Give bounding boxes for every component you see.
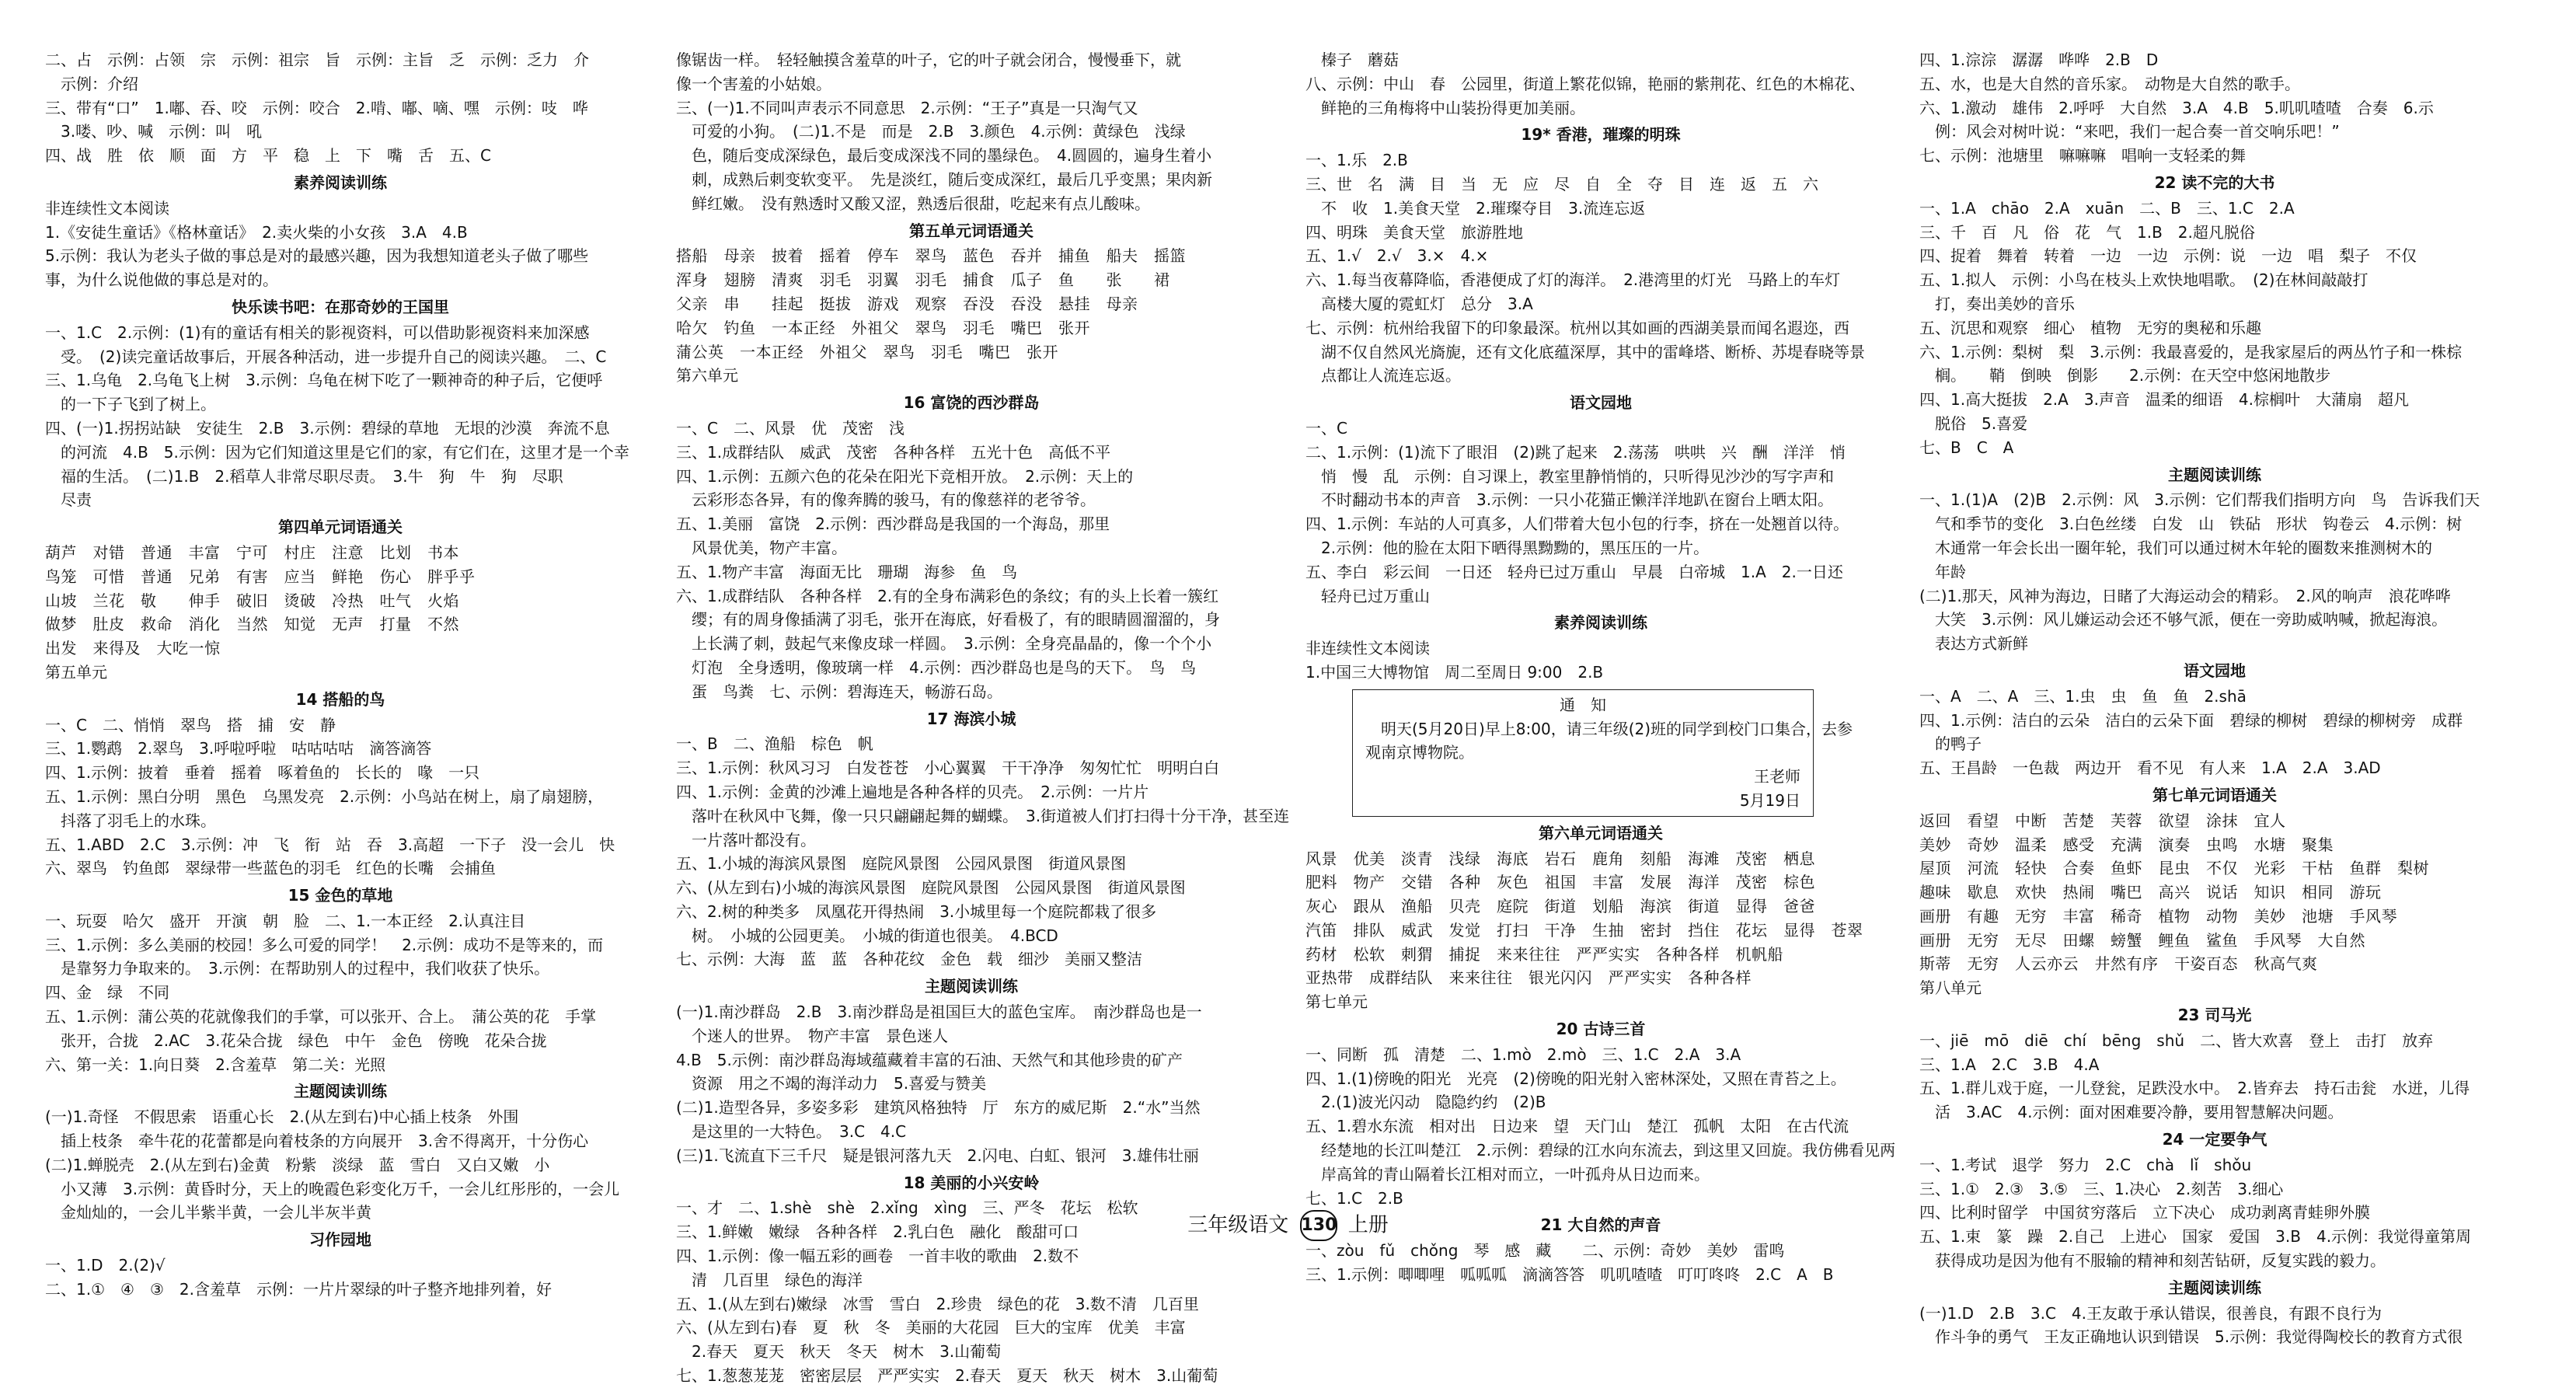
answer-line: 岸高耸的青山隔着长江相对而立，一叶孤舟从日边而来。 [1305,1164,1710,1184]
vocab-row: 汽笛 排队 威武 发觉 打扫 干净 生抽 密封 挡住 花坛 显得 苍翠 [1305,920,1863,940]
answer-line: 点都让人流连忘返。 [1305,366,1461,385]
answer-line: 一、C 二、风景 优 茂密 浅 [676,418,905,438]
answer-line: 插上枝条 牵牛花的花蕾都是向着枝条的方向展开 3.舍不得离开，十分伤心 [45,1132,589,1151]
answer-line: 落叶在秋风中飞舞，像一只只翩翩起舞的蝴蝶。 3.街道被人们打扫得十分干净，甚至连 [676,806,1290,825]
answer-line: 三、1.示例：多么美丽的校园！多么可爱的同学！ 2.示例：成功不是等来的，而 [45,935,604,954]
answer-line: 鲜艳的三角梅将中山装扮得更加美丽。 [1305,98,1585,117]
section-heading: 语文园地 [1570,393,1632,413]
section-heading: 主题阅读训练 [294,1082,387,1101]
answer-line: 抖落了羽毛上的水珠。 [45,811,216,830]
answer-line: 榛子 蘑菇 [1305,51,1399,69]
answer-line: 湖不仅自然风光旖旎，还有文化底蕴深厚，其中的雷峰塔、断桥、苏堤春晓等景 [1305,342,1865,361]
answer-line: 六、2.树的种类多 凤凰花开得热闹 3.小城里每一个庭院都栽了很多 [676,902,1157,921]
section-heading: 19* 香港，璀璨的明珠 [1521,125,1681,145]
answer-line: 六、1.示例：梨树 梨 3.示例：我最喜爱的，是我家屋后的两丛竹子和一株棕 [1919,342,2463,361]
vocab-row: 灰心 跟从 渔船 贝壳 庭院 街道 划船 海滨 街道 显得 爸爸 [1305,897,1815,916]
answer-line: 三、1.① 2.③ 3.⑤ 三、1.决心 2.刻苦 3.细心 [1919,1179,2284,1198]
answer-line: 表达方式新鲜 [1919,634,2028,654]
answer-line: 一、1.A chāo 2.A xuān 二、B 三、1.C 2.A [1919,198,2295,218]
section-heading: 23 司马光 [2177,1006,2252,1025]
answer-line: 非连续性文本阅读 [1305,639,1430,658]
answer-line: 的鸭子 [1919,734,1982,754]
page-number-badge: 130 [1300,1210,1337,1241]
answer-line: 五、1.群儿戏于庭，一儿登瓮，足跌没水中。 2.皆弃去 持石击瓮 水迸，儿得 [1919,1079,2470,1098]
vocab-row: 美妙 奇妙 温柔 感受 充满 演奏 虫鸣 水塘 聚集 [1919,835,2334,854]
answer-line: 第六单元 [676,366,738,385]
section-heading: 17 海滨小城 [926,709,1016,728]
vocab-row: 浑身 翅膀 清爽 羽毛 羽翼 羽毛 捕食 瓜子 鱼 张 裙 [676,270,1170,290]
answer-line: 色，随后变成深绿色，最后变成深浅不同的墨绿色。 4.圆圆的，遍身生着小 [676,146,1212,166]
answer-line: 二、1.示例：(1)流下了眼泪 (2)跳了起来 2.荡荡 哄哄 兴 酬 洋洋 悄 [1305,442,1846,462]
answer-line: 五、1.小城的海滨风景图 庭院风景图 公园风景图 街道风景图 [676,854,1127,874]
answer-line: 的一下子飞到了树上。 [45,395,216,414]
section-heading: 24 一定要争气 [2162,1130,2268,1149]
answer-line: 1.中国三大博物馆 周二至周日 9:00 2.B [1305,662,1604,682]
answer-line: 的河流 4.B 5.示例：因为它们知道这里是它们的家，有它们在，这里才是一个幸 [45,442,629,462]
answer-line: 云彩形态各异，有的像奔腾的骏马，有的像慈祥的老爷爷。 [676,490,1096,510]
notice-date: 5月19日 [1739,790,1800,810]
answer-line: 四、1.高大挺拔 2.A 3.声音 温柔的细语 4.棕榈叶 大蒲扇 超凡 [1919,390,2410,410]
vocab-row: 画册 无穷 无尽 田螺 螃蟹 鲤鱼 鲨鱼 手风琴 大自然 [1919,930,2365,950]
answer-line: 一、1.乐 2.B [1305,151,1408,170]
answer-line: 张开，合拢 2.AC 3.花朵合拢 绿色 中午 金色 傍晚 花朵合拢 [45,1031,547,1050]
answer-line: 1.《安徒生童话》《格林童话》 2.卖火柴的小女孩 3.A 4.B [45,222,468,242]
section-heading: 习作园地 [309,1230,371,1250]
answer-line: 四、1.示例：金黄的沙滩上遍地是各种各样的贝壳。 2.示例：一片片 [676,782,1149,801]
answer-line: 一、jiē mō diē chí bēng shǔ 二、皆大欢喜 登上 击打 放弃 [1919,1031,2434,1050]
answer-line: 四、金 绿 不同 [45,983,169,1003]
answer-line: 六、1.每当夜幕降临，香港便成了灯的海洋。 2.港湾里的灯光 马路上的车灯 [1305,270,1841,290]
answer-line: (二)1.蝉脱壳 2.(从左到右)金黄 粉紫 淡绿 蓝 雪白 又白又嫩 小 [45,1155,550,1174]
vocab-row: 画册 有趣 无穷 丰富 稀奇 植物 动物 美妙 池塘 手风琴 [1919,906,2397,926]
notice-signature: 王老师 [1754,767,1800,786]
answer-line: 三、1.A 2.C 3.B 4.A [1919,1055,2100,1074]
vocab-row: 返回 看望 中断 苦楚 芙蓉 欲望 涂抹 宜人 [1919,811,2286,830]
answer-line: 三、1.成群结队 威武 茂密 各种各样 五光十色 高低不平 [676,442,1111,462]
answer-line: 一、B 二、渔船 棕色 帆 [676,734,873,754]
vocab-row: 父亲 串 挂起 挺拔 游戏 观察 吞没 吞没 悬挂 母亲 [676,294,1138,313]
section-heading: 第四单元词语通关 [278,518,403,537]
answer-line: 五、1.束 篆 躁 2.自己 上进心 国家 爱国 3.B 4.示例：我觉得童第周 [1919,1227,2472,1247]
section-heading: 15 金色的草地 [288,886,393,905]
answer-line: (二)1.那天，风神为海边，日睹了大海运动会的精彩。 2.风的响声 浪花哗哗 [1919,586,2451,605]
vocab-row: 哈欠 钓鱼 一本正经 外祖父 翠鸟 羽毛 嘴巴 张开 [676,318,1090,337]
answer-line: 非连续性文本阅读 [45,198,169,218]
vocab-row: 山坡 兰花 敬 伸手 破旧 烫破 冷热 吐气 火焰 [45,591,459,610]
answer-line: 脱俗 5.喜爱 [1919,413,2028,433]
answer-line: 四、战 胜 依 顺 面 方 平 稳 上 下 嘴 舌 五、C [45,146,491,166]
answer-line: (一)1.南沙群岛 2.B 3.南沙群岛是祖国巨大的蓝色宝库。 南沙群岛也是一 [676,1003,1202,1022]
answer-line: 五、1.(从左到右)嫩绿 冰雪 雪白 2.珍贵 绿色的花 3.数不清 几百里 [676,1294,1199,1313]
answer-line: 2.春天 夏天 秋天 冬天 树木 3.山葡萄 [676,1342,1002,1362]
answer-line: 三、1.乌龟 2.乌龟飞上树 3.示例：乌龟在树下吃了一颗神奇的种子后，它便呼 [45,371,603,390]
section-heading: 主题阅读训练 [2168,1278,2261,1297]
vocab-row: 亚热带 成群结队 来来往往 银光闪闪 严严实实 各种各样 [1305,968,1752,988]
vocab-row: 做梦 肚皮 救命 消化 当然 知觉 无声 打量 不然 [45,615,459,634]
answer-line: 一、A 二、A 三、1.虫 虫 鱼 鱼 2.shā [1919,686,2247,706]
answer-line: 三、1.示例：唧唧哩 呱呱呱 滴滴答答 叽叽喳喳 叮叮咚咚 2.C A B [1305,1265,1834,1285]
answer-line: 六、1.成群结队 各种各样 2.有的全身布满彩色的条纹；有的头上长着一簇红 [676,586,1219,605]
answer-line: 三、1.鹦鹉 2.翠鸟 3.呼啦呼啦 咕咕咕咕 滴答滴答 [45,739,432,759]
answer-line: 大笑 3.示例：风儿嫌运动会还不够气派，便在一旁助威呐喊，掀起海浪。 [1919,610,2448,629]
answer-line: 个迷人的世界。 物产丰富 景色迷人 [676,1026,948,1045]
answer-line: 可爱的小狗。 (二)1.不是 而是 2.B 3.颜色 4.示例：黄绿色 浅绿 [676,122,1186,141]
answer-line: 五、1.√ 2.√ 3.× 4.× [1305,246,1489,266]
answer-line: 3.喽、吵、喊 示例：叫 吼 [45,122,263,141]
answer-line: 六、(从左到右)春 夏 秋 冬 美丽的大花园 巨大的宝库 优美 丰富 [676,1318,1186,1337]
answer-line: 三、千 百 凡 俗 花 气 1.B 2.超凡脱俗 [1919,222,2255,242]
section-heading: 语文园地 [2184,661,2246,680]
footer-grade: 三年级语文 [1187,1213,1289,1237]
answer-line: 是靠努力争取来的。 3.示例：在帮助别人的过程中，我们收获了快乐。 [45,959,550,978]
answer-line: 五、1.碧水东流 相对出 日边来 望 天门山 楚江 孤帆 太阳 在古代流 [1305,1117,1849,1136]
answer-line: 五、水，也是大自然的音乐家。 动物是大自然的歌手。 [1919,74,2300,93]
answer-line: 四、明珠 美食天堂 旅游胜地 [1305,222,1523,242]
vocab-row: 蒲公英 一本正经 外祖父 翠鸟 羽毛 嘴巴 张开 [676,342,1058,361]
answer-line: 八、示例：中山 春 公园里，街道上繁花似锦，艳丽的紫荆花、红色的木棉花、 [1305,74,1865,93]
answer-line: 4.B 5.示例：南沙群岛海域蕴藏着丰富的石油、天然气和其他珍贵的矿产 [676,1050,1183,1069]
answer-line: 四、1.淙淙 潺潺 哗哗 2.B D [1919,51,2159,69]
vocab-row: 出发 来得及 大吃一惊 [45,639,221,658]
answer-column-4 [1919,48,2510,1347]
section-heading: 主题阅读训练 [2168,465,2261,484]
answer-line: 五、1.ABD 2.C 3.示例：冲 飞 衔 站 吞 3.高超 一下子 没一会儿 快 [45,835,615,854]
vocab-row: 搭船 母亲 披着 摇着 停车 翠鸟 蓝色 吞并 捕鱼 船夫 摇篮 [676,246,1186,266]
answer-line: 像锯齿一样。 轻轻触摸含羞草的叶子，它的叶子就会闭合，慢慢垂下，就 [676,51,1181,69]
answer-line: 四、1.(1)傍晚的阳光 光亮 (2)傍晚的阳光射入密林深处，又照在青苔之上。 [1305,1069,1846,1088]
answer-line: 七、示例：杭州给我留下的印象最深。杭州以其如画的西湖美景而闻名遐迩，西 [1305,318,1849,337]
answer-line: 五、1.示例：蒲公英的花就像我们的手掌，可以张开、合上。 蒲公英的花 手掌 [45,1007,597,1027]
answer-line: 第七单元 [1305,992,1368,1012]
answer-line: 一、玩耍 哈欠 盛开 开演 朝 脸 二、1.一本正经 2.认真注目 [45,911,526,930]
answer-line: 蛋 鸟粪 七、示例：碧海连天，畅游石岛。 [676,682,1002,701]
vocab-row: 趣味 歇息 欢快 热闹 嘴巴 高兴 说话 知识 相同 游玩 [1919,883,2382,902]
answer-line: 一、同断 孤 清楚 二、1.mò 2.mò 三、1.C 2.A 3.A [1305,1044,1741,1064]
notice-box [1352,689,1853,817]
answer-line: 五、1.拟人 示例：小鸟在枝头上欢快地唱歌。 (2)在林间敲敲打 [1919,270,2369,290]
answer-line: 七、1.C 2.B [1305,1188,1403,1208]
section-heading: 第五单元词语通关 [909,221,1034,240]
answer-line: 三、带有“口” 1.嘟、吞、咬 示例：咬合 2.啃、嘟、嘀、嘿 示例：吱 哗 [45,98,588,117]
answer-line: 一、1.(1)A (2)B 2.示例：风 3.示例：它们帮我们指明方向 鸟 告诉我们天 [1919,490,2480,510]
section-heading: 20 古诗三首 [1556,1020,1646,1039]
vocab-row: 屋顶 河流 轻快 合奏 鱼虾 昆虫 不仅 光彩 干枯 鱼群 梨树 [1919,859,2429,878]
notice-body-cont: 观南京博物院。 [1365,743,1474,762]
answer-line: 七、示例：大海 蓝 蓝 各种花纹 金色 载 细沙 美丽又整洁 [676,950,1142,969]
answer-line: 三、1.示例：秋风习习 白发苍苍 小心翼翼 干干净净 匆匆忙忙 明明白白 [676,759,1220,778]
answer-line: 六、第一关：1.向日葵 2.含羞草 第二关：光照 [45,1055,386,1074]
section-heading: 第六单元词语通关 [1539,823,1663,842]
footer-volume: 上册 [1347,1213,1389,1237]
answer-line: 四、1.示例：像一幅五彩的画卷 一首丰收的歌曲 2.数不 [676,1247,1079,1266]
answer-line: 四、比利时留学 中国贫穷落后 立下决心 成功剥离青蛙卵外膜 [1919,1203,2370,1222]
answer-line: 四、1.示例：五颜六色的花朵在阳光下竞相开放。 2.示例：天上的 [676,466,1134,486]
answer-line: 木通常一年会长出一圈年轮，我们可以通过树木年轮的圈数来推测树木的 [1919,538,2432,557]
answer-line: 五、1.美丽 富饶 2.示例：西沙群岛是我国的一个海岛，那里 [676,514,1110,534]
answer-line: 经楚地的长江叫楚江 2.示例：碧绿的江水向东流去，到这里又回旋。我仿佛看见两 [1305,1141,1896,1160]
answer-line: 三、(一)1.不同叫声表示不同意思 2.示例：“王子”真是一只淘气又 [676,98,1138,117]
answer-line: 二、1.① ④ ③ 2.含羞草 示例：一片片翠绿的叶子整齐地排列着，好 [45,1279,552,1299]
answer-line: 是这里的一大特色。 3.C 4.C [676,1122,907,1142]
answer-line: 五、1.示例：黑白分明 黑色 乌黑发亮 2.示例：小鸟站在树上，扇了扇翅膀， [45,786,604,806]
section-heading: 快乐读书吧：在那奇妙的王国里 [232,297,449,316]
answer-line: 受。 (2)读完童话故事后，开展各种活动，进一步提升自己的阅读兴趣。 二、C [45,347,607,366]
answer-line: 2.示例：他的脸在太阳下晒得黑黝黝的，黑压压的一片。 [1305,538,1710,557]
section-heading: 22 读不完的大书 [2154,173,2275,192]
answer-line: 年龄 [1919,562,1966,581]
notice-title: 通 知 [1560,695,1606,714]
answer-line: 气和季节的变化 3.白色丝缕 白发 山 铁砧 形状 钩卷云 4.示例：树 [1919,514,2463,534]
answer-line: 打，奏出美妙的音乐 [1919,294,2075,313]
answer-line: 活 3.AC 4.示例：面对困难要冷静，要用智慧解决问题。 [1919,1103,2344,1122]
answer-line: 二、占 示例：占领 宗 示例：祖宗 旨 示例：主旨 乏 示例：乏力 介 [45,51,589,69]
answer-line: 2.(1)波光闪动 隐隐约约 (2)B [1305,1093,1546,1112]
answer-line: 五、1.物产丰富 海面无比 珊瑚 海参 鱼 鸟 [676,562,1018,581]
answer-line: 一片落叶都没有。 [676,830,816,849]
vocab-row: 风景 优美 淡青 浅绿 海底 岩石 鹿角 刻船 海滩 茂密 栖息 [1305,849,1815,868]
answer-line: 悄 慢 乱 示例：自习课上，教室里静悄悄的，只听得见沙沙的写字声和 [1305,466,1834,486]
vocab-row: 肥料 物产 交错 各种 灰色 祖国 丰富 发展 海洋 茂密 棕色 [1305,873,1815,892]
answer-line: 一、zòu fǔ chǒng 琴 感 藏 二、示例：奇妙 美妙 雷鸣 [1305,1241,1785,1261]
vocab-row: 药材 松软 刺猬 捕捉 来来往往 严严实实 各种各样 机帆船 [1305,944,1783,964]
vocab-row: 鸟笼 可惜 普通 兄弟 有害 应当 鲜艳 伤心 胖乎乎 [45,567,476,586]
section-heading: 16 富饶的西沙群岛 [903,393,1040,413]
answer-line: 三、世 名 满 目 当 无 应 尽 自 全 夺 目 连 返 五 六 [1305,174,1818,194]
answer-line: 四、捉着 舞着 转着 一边 一边 示例：说 一边 唱 梨子 不仅 [1919,246,2417,266]
section-heading: 18 美丽的小兴安岭 [903,1173,1040,1192]
page-footer [0,1209,2576,1240]
answer-line: 例：风会对树叶说：“来吧，我们一起合奏一首交响乐吧！” [1919,122,2340,141]
answer-line: 七、1.葱葱茏茏 密密层层 严严实实 2.春天 夏天 秋天 树木 3.山葡萄 [676,1366,1218,1386]
answer-line: 一、C [1305,418,1347,438]
answer-line: 一、1.C 2.示例：(1)有的童话有相关的影视资料，可以借助影视资料来加深感 [45,323,590,342]
answer-line: 七、示例：池塘里 嘛嘛嘛 唱响一支轻柔的舞 [1919,146,2246,166]
answer-line: 四、(一)1.拐拐站缺 安徒生 2.B 3.示例：碧绿的草地 无垠的沙漠 奔流不息 [45,418,610,438]
answer-line: 5.示例：我认为老头子做的事总是对的最感兴趣，因为我想知道老头子做了哪些 [45,246,589,266]
answer-line: 金灿灿的，一会儿半紫半黄，一会儿半灰半黄 [45,1203,371,1222]
section-heading: 14 搭船的鸟 [295,689,385,709]
answer-line: 五、李白 彩云间 一日还 轻舟已过万重山 早晨 白帝城 1.A 2.一日还 [1305,562,1843,581]
vocab-row: 葫芦 对错 普通 丰富 宁可 村庄 注意 比划 书本 [45,542,459,562]
section-heading: 第七单元词语通关 [2152,785,2277,804]
answer-line: (三)1.飞流直下三千尺 疑是银河落九天 2.闪电、白虹、银河 3.雄伟壮丽 [676,1146,1199,1165]
answer-line: 轻舟已过万重山 [1305,586,1430,605]
vocab-row: 斯蒂 无穷 人云亦云 井然有序 干姿百态 秋高气爽 [1919,954,2318,974]
answer-line: 一、1.考试 退学 努力 2.C chà lǐ shǒu [1919,1155,2252,1174]
answer-line: 灯泡 全身透明，像玻璃一样 4.示例：西沙群岛也是鸟的天下。 鸟 鸟 [676,657,1197,677]
answer-line: 上长满了刺，鼓起气来像皮球一样圆。 3.示例：全身亮晶晶的，像一个个小 [676,634,1212,654]
answer-line: 一、C 二、悄悄 翠鸟 搭 捕 安 静 [45,715,336,734]
section-heading: 21 大自然的声音 [1540,1215,1661,1235]
answer-line: 刺，成熟后刺变软变平。 先是淡红，随后变成深红，最后几乎变黑；果肉新 [676,169,1212,189]
answer-line: 五、沉思和观察 细心 植物 无穷的奥秘和乐趣 [1919,318,2261,337]
answer-line: (一)1.奇怪 不假思索 语重心长 2.(从左到右)中心插上枝条 外围 [45,1107,519,1127]
answer-line: 七、B C A [1919,438,2014,457]
answer-line: 鲜红嫩。 没有熟透时又酸又涩，熟透后很甜，吃起来有点儿酸味。 [676,194,1150,213]
answer-line: 清 几百里 绿色的海洋 [676,1270,863,1289]
answer-line: 高楼大厦的霓虹灯 总分 3.A [1305,294,1533,313]
answer-line: 小又薄 3.示例：黄昏时分，天上的晚霞色彩变化万千，一会儿红彤彤的，一会儿 [45,1179,620,1198]
answer-line: 四、1.示例：车站的人可真多，人们带着大包小包的行李，挤在一处翘首以待。 [1305,514,1849,534]
answer-line: 六、(从左到右)小城的海滨风景图 庭院风景图 公园风景图 街道风景图 [676,878,1186,898]
answer-line: 事，为什么说他做的事总是对的。 [45,270,278,290]
answer-line: 尽责 [45,490,92,510]
answer-line: 五、王昌龄 一色裁 两边开 看不见 有人来 1.A 2.A 3.AD [1919,759,2381,778]
notice-body: 明天(5月20日)早上8:00，请三年级(2)班的同学到校门口集合，去参 [1365,719,1853,738]
answer-line: 四、1.示例：披着 垂着 摇着 啄着鱼的 长长的 喙 一只 [45,763,480,783]
answer-line: 福的生活。 (二)1.B 2.稻草人非常尽职尽责。 3.牛 狗 牛 狗 尽职 [45,466,563,486]
section-heading: 素养阅读训练 [1554,613,1647,633]
answer-line: 榈。 鞘 倒映 倒影 2.示例：在天空中悠闲地散步 [1919,366,2331,385]
answer-line: 第五单元 [45,662,107,682]
answer-line: (二)1.造型各异，多姿多彩 建筑风格独特 厅 东方的威尼斯 2.“水”当然 [676,1098,1201,1118]
answer-line: 缨；有的周身像插满了羽毛，张开在海底，好看极了，有的眼睛圆溜溜的，身 [676,610,1220,629]
answer-line: 作斗争的勇气 王友正确地认识到错误 5.示例：我觉得陶校长的教育方式很 [1919,1327,2463,1347]
answer-line: 示例：介绍 [45,74,138,93]
answer-line: 获得成功是因为他有不服输的精神和刻苦钻研，反复实践的毅力。 [1919,1251,2386,1271]
section-heading: 素养阅读训练 [294,173,387,192]
answer-line: (一)1.D 2.B 3.C 4.王友敢于承认错误，很善良，有跟不良行为 [1919,1303,2383,1323]
answer-line: 第八单元 [1919,978,1982,998]
answer-line: 不时翻动书本的声音 3.示例：一只小花猫正懒洋洋地趴在窗台上晒太阳。 [1305,490,1834,510]
answer-line: 像一个害羞的小姑娘。 [676,74,831,93]
answer-line: 六、翠鸟 钓鱼郎 翠绿带一些蓝色的羽毛 红色的长嘴 会捕鱼 [45,859,496,878]
answer-line: 树。 小城的公园更美。 小城的街道也很美。 4.BCD [676,926,1058,945]
answer-line: 不 收 1.美食天堂 2.璀璨夺目 3.流连忘返 [1305,198,1646,218]
section-heading: 主题阅读训练 [925,977,1018,996]
answer-line: 四、1.示例：洁白的云朵 洁白的云朵下面 碧绿的柳树 碧绿的柳树旁 成群 [1919,710,2463,730]
answer-column-1 [45,48,636,1299]
answer-line: 六、1.激动 雄伟 2.呼呼 大自然 3.A 4.B 5.叽叽喳喳 合奏 6.示 [1919,98,2434,117]
answer-line: 一、1.D 2.(2)√ [45,1256,166,1275]
answer-line: 三、1.鲜嫩 嫩绿 各种各样 2.乳白色 融化 酸甜可口 [676,1222,1079,1242]
answer-line: 风景优美，物产丰富。 [676,538,847,557]
answer-line: 资源 用之不竭的海洋动力 5.喜爱与赞美 [676,1074,987,1093]
answer-line: 一、才 二、1.shè shè 2.xǐng xìng 三、严冬 花坛 松软 [676,1198,1138,1218]
